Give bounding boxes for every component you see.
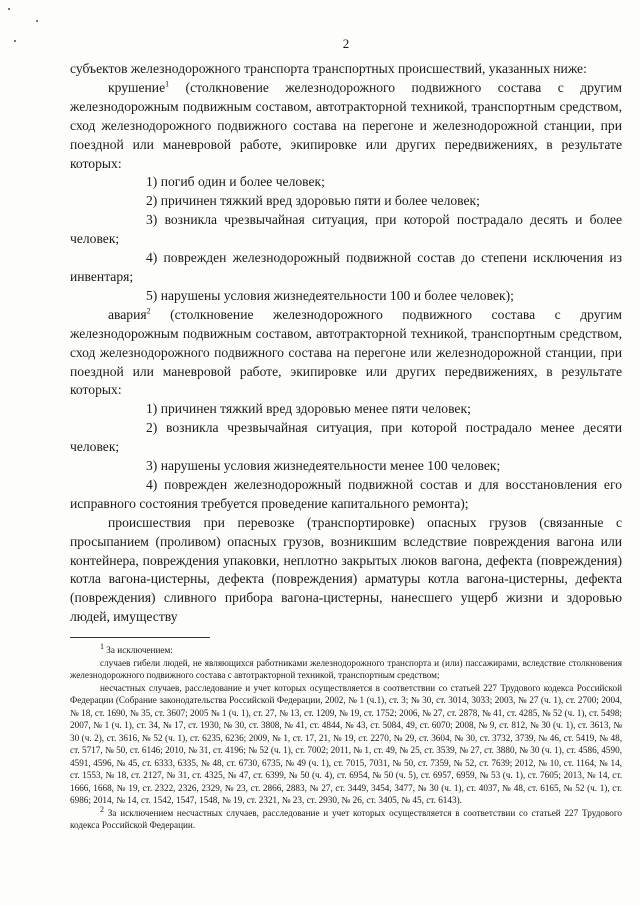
intro-paragraph: субъектов железнодорожного транспорта транспортных происшествий, указанных ниже:	[70, 61, 587, 76]
list-item	[70, 400, 622, 419]
list-item	[70, 457, 622, 476]
list-item-number: 1)	[146, 401, 158, 417]
footnote-2-text: За исключением несчастных случаев, расследование и учет которых осуществляется в соответствии со статьей 227 Трудового кодекса Российской Федерации.	[70, 807, 622, 831]
list-item-text: нарушены условия жизнедеятельности менее 100 человек;	[160, 458, 501, 474]
accident-text: (столкновение железнодорожного подвижного состава с другим железнодорожным подвижным составом, автотракторной техникой, транспортным средством, сход железнодорожного подвижного состава на перегоне или железнодорожной станции, при поездной или маневровой работе, экипировке или других передвижениях, в результате которых:	[70, 306, 622, 398]
list-item	[70, 249, 622, 287]
footnote-1-case-b: несчастных случаев, расследование и учет которых осуществляется в соответствии со статьей 227 Трудового кодекса Российской Федерации (Собрание законодательства Российской Федерации, 2002, № 1 (ч.1), ст. 3; № 30, ст. 3014, 3033; 2003, № 27 (ч. 1), ст. 2700; 2004, № 18, ст. 1690, № 35, ст. 3607; 2005 № 1 (ч. 1), ст. 27, № 13, ст. 1209, № 19, ст. 1752; 2006, № 27, ст. 2878, № 41, ст. 4285, № 52 (ч. 1), ст. 5498; 2007, № 1 (ч. 1), ст. 34, № 17, ст. 1930, № 30, ст. 3808, № 41, ст. 4844, № 43, ст. 5084, 49, ст. 6070; 2008, № 9, ст. 812, № 30 (ч. 1), ст. 3613, № 30 (ч. 2), ст. 3616, № 52 (ч. 1), ст. 6235, 6236; 2009, № 1, ст. 17, 21, № 19, ст. 2270, № 29, ст. 3604, № 30, ст. 3732, 3739, № 46, ст. 5419, № 48, ст. 5717, № 50, ст. 6146; 2010, № 31, ст. 4196; № 52 (ч. 1), ст. 7002; 2011, № 1, ст. 49, № 25, ст. 3539, № 27, ст. 3880, № 30 (ч. 1), ст. 4586, 4590, 4591, 4596, № 45, ст. 6333, 6335, № 48, ст. 6730, 6735, № 49 (ч. 1), ст. 7015, 7031, № 50, ст. 7359, № 52, ст. 7639; 2012, № 10, ст. 1164, № 14, ст. 1553, № 18, ст. 2127, № 31, ст. 4325, № 47, ст. 6399, № 50 (ч. 4), ст. 6954, № 50 (ч. 5), ст. 6957, 6959, № 53 (ч. 1), ст. 7605; 2013, № 14, ст. 1666, 1668, № 19, ст. 2322, 2326, 2329, № 23, ст. 2866, 2883, № 27, ст. 3449, 3454, 3477, № 30 (ч. 1), ст. 4037, № 48, ст. 6165, № 52 (ч. 1), ст. 6986; 2014, № 14, ст. 1542, 1547, 1548, № 19, ст. 2321, № 23, ст. 2930, № 26, ст. 3405, № 45, ст. 6143).	[70, 682, 622, 806]
footnote-1-heading	[70, 644, 622, 657]
accident-definition	[70, 306, 622, 401]
body-text	[70, 60, 622, 627]
list-item	[70, 287, 622, 306]
footnote-ref-1: 1	[165, 79, 170, 89]
list-item	[70, 211, 622, 249]
list-item	[70, 476, 622, 514]
list-item-number: 4)	[146, 476, 158, 492]
crash-text: (столкновение железнодорожного подвижного состава с другим железнодорожным подвижным составом, автотракторной техникой, транспортным средством, сход железнодорожного подвижного состава на перегоне и железнодорожной станции, при поездной или маневровой работе, экипировке или других передвижениях, в результате которых:	[70, 79, 622, 171]
footnote-1-head-text: За исключением:	[104, 645, 173, 656]
crash-criteria-list	[70, 173, 622, 305]
accident-criteria-list	[70, 400, 622, 513]
footnote-1-case-a: случаев гибели людей, не являющихся работниками железнодорожного транспорта и (или) пассажирами, вследствие столкновения железнодорожного подвижного состава с автотракторной техникой, транспортным средством;	[70, 657, 622, 681]
list-item	[70, 419, 622, 457]
list-item-number: 3)	[146, 458, 158, 474]
accident-term: авария	[108, 306, 147, 322]
crash-definition	[70, 79, 622, 174]
scan-speck	[14, 40, 16, 42]
scan-speck	[8, 8, 10, 10]
list-item-text: поврежден железнодорожный подвижной состав и для восстановления его исправного состояния требуется проведение капитального ремонта);	[70, 476, 622, 511]
footnotes	[70, 644, 622, 832]
footnote-2	[70, 804, 622, 832]
list-item-number: 4)	[146, 250, 158, 266]
scan-speck	[36, 20, 38, 22]
footnote-2-mark: 2	[100, 804, 104, 814]
list-item-text: возникла чрезвычайная ситуация, при которой пострадало менее десяти человек;	[70, 420, 622, 455]
hazmat-paragraph: происшествия при перевозке (транспортировке) опасных грузов (связанные с просыпанием (проливом) опасных грузов, возникшим вследствие повреждения вагона или контейнера, повреждения упаковки, неплотно закрытых люков вагона, дефекта (повреждения) котла вагона-цистерны, дефекта (повреждения) арматуры котла вагона-цистерны, дефекта (повреждения) сливного прибора вагона-цистерны, нанесшего ущерб жизни и здоровью людей, имуществу	[70, 514, 622, 625]
crash-term: крушение	[108, 79, 166, 95]
footnote-1-mark: 1	[100, 642, 104, 652]
list-item-number: 2)	[146, 193, 158, 209]
list-item-text: причинен тяжкий вред здоровью менее пяти человек;	[160, 401, 471, 417]
list-item-number: 3)	[146, 212, 158, 228]
list-item-text: погиб один и более человек;	[160, 174, 325, 190]
list-item	[70, 173, 622, 192]
list-item-text: причинен тяжкий вред здоровью пяти и более человек;	[160, 193, 480, 209]
footnote-ref-2: 2	[146, 306, 151, 316]
list-item-text: возникла чрезвычайная ситуация, при которой пострадало десять и более человек;	[70, 212, 622, 247]
list-item-number: 1)	[146, 174, 158, 190]
list-item	[70, 192, 622, 211]
list-item-number: 2)	[146, 420, 158, 436]
list-item-text: нарушены условия жизнедеятельности 100 и более человек);	[160, 287, 514, 303]
list-item-text: поврежден железнодорожный подвижной состав до степени исключения из инвентаря;	[70, 250, 622, 284]
page-number: 2	[342, 36, 350, 51]
footnote-divider	[70, 637, 210, 638]
list-item-number: 5)	[146, 287, 158, 303]
